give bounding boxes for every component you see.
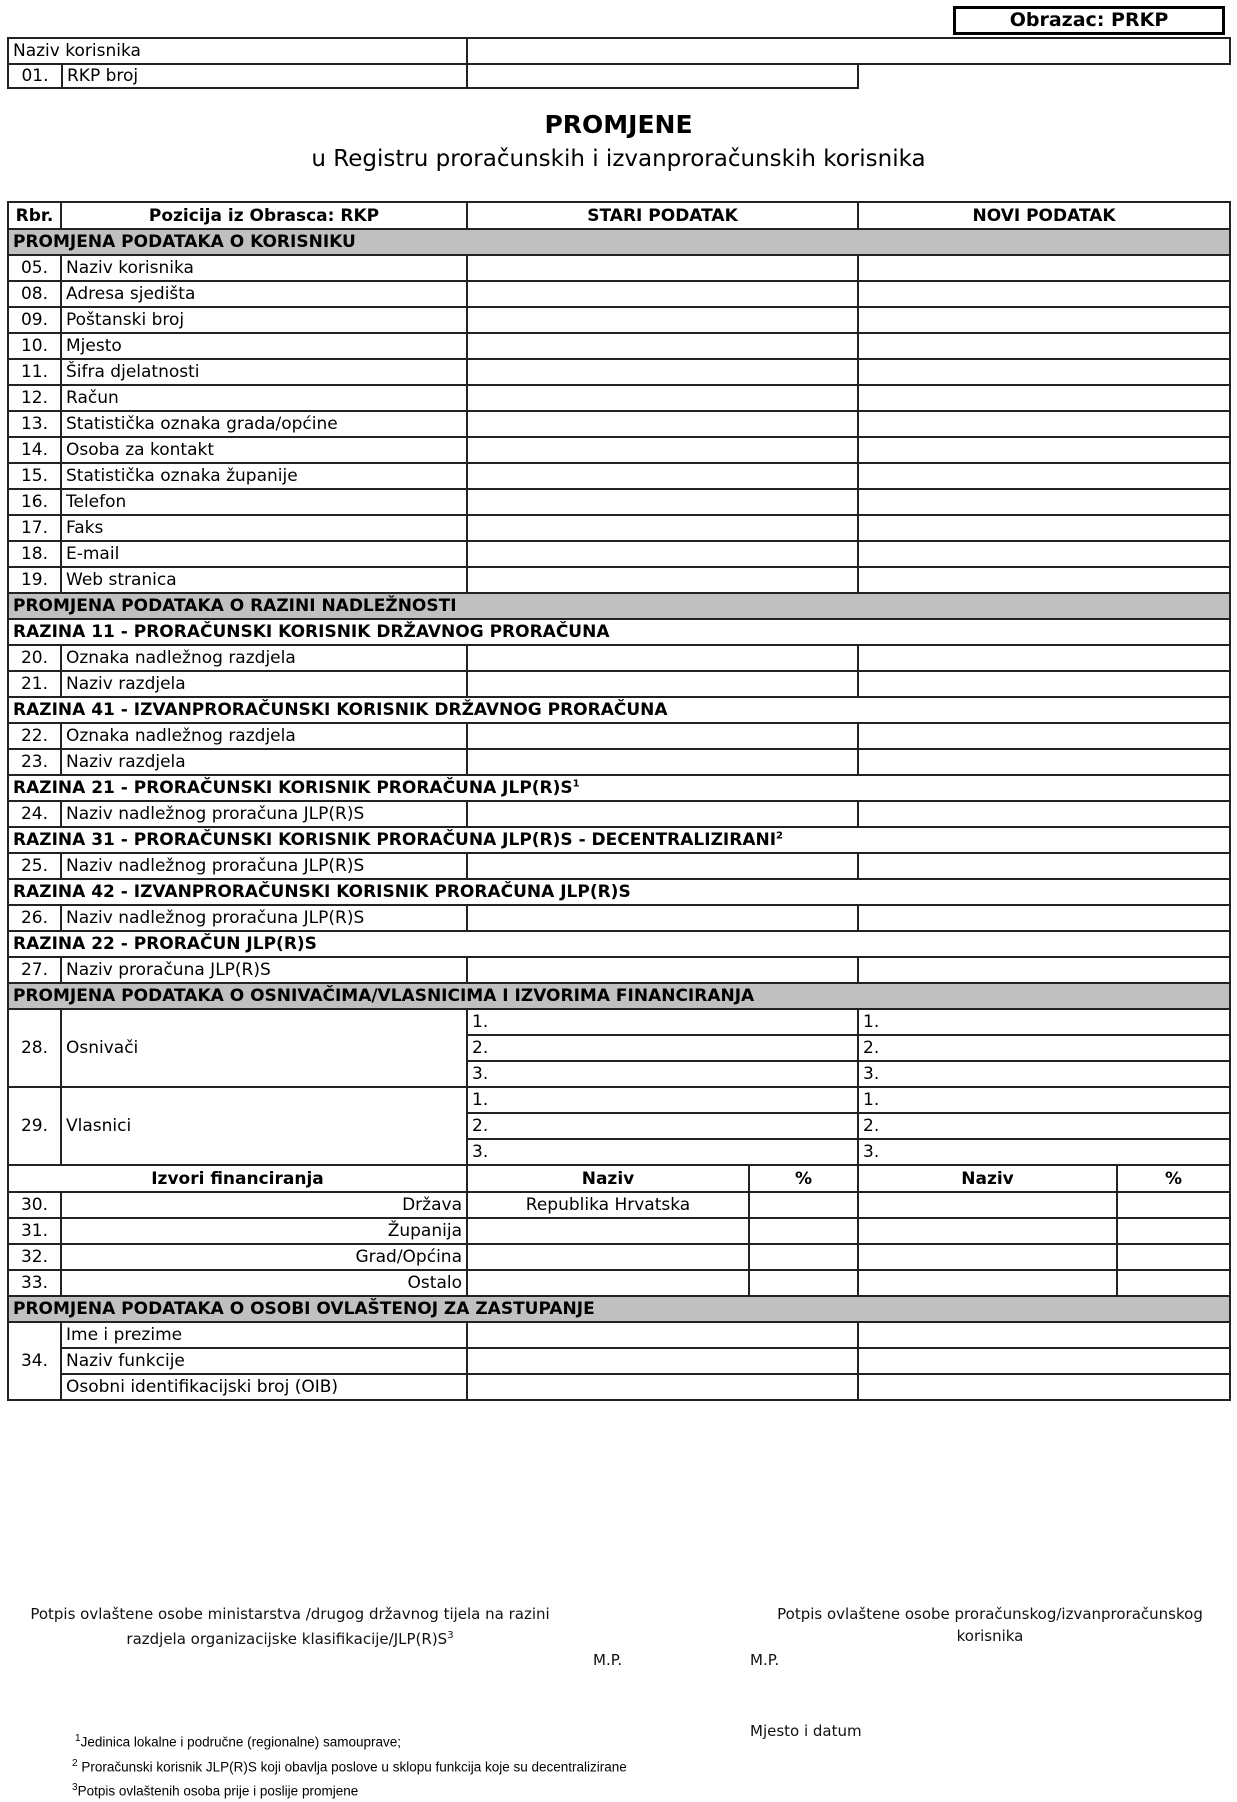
new-value-cell[interactable]	[858, 801, 1230, 827]
new-value-cell[interactable]	[858, 905, 1230, 931]
row-number: 24.	[8, 801, 61, 827]
row-label: Račun	[61, 385, 467, 411]
row-number: 16.	[8, 489, 61, 515]
row-number: 20.	[8, 645, 61, 671]
table-row	[8, 385, 1230, 411]
old-value-cell[interactable]	[467, 1322, 858, 1348]
new-naziv-cell[interactable]	[858, 1244, 1117, 1270]
old-value-cell[interactable]	[467, 333, 858, 359]
old-value-cell[interactable]	[467, 749, 858, 775]
old-pct-cell[interactable]	[749, 1192, 858, 1218]
footnotes	[72, 1728, 627, 1802]
row-label: E-mail	[61, 541, 467, 567]
row-label: Oznaka nadležnog razdjela	[61, 645, 467, 671]
row-number: 19.	[8, 567, 61, 593]
left-signature-line2: razdjela organizacijske klasifikacije/$JLP(R)S^3$	[126, 1630, 454, 1648]
row-label: Naziv proračuna JLP(R)S	[61, 957, 467, 983]
table-row	[8, 307, 1230, 333]
row-label: Naziv razdjela	[61, 749, 467, 775]
old-percent-header: %	[749, 1165, 858, 1192]
old-value-cell[interactable]	[467, 307, 858, 333]
new-value-cell[interactable]	[858, 957, 1230, 983]
row-number: 34.	[8, 1322, 61, 1400]
row-number: 13.	[8, 411, 61, 437]
row-number: 21.	[8, 671, 61, 697]
footnote-ref: 1	[572, 778, 580, 790]
row-label: Županija	[61, 1218, 467, 1244]
new-value-cell[interactable]	[858, 515, 1230, 541]
table-row	[8, 801, 1230, 827]
table-row	[8, 723, 1230, 749]
right-stamp-label: M.P.	[750, 1651, 780, 1669]
new-value-cell[interactable]	[858, 645, 1230, 671]
row-label: Šifra djelatnosti	[61, 359, 467, 385]
row-number: 15.	[8, 463, 61, 489]
old-value-cell[interactable]	[467, 385, 858, 411]
rkp-inner	[9, 65, 466, 87]
old-pct-cell[interactable]	[749, 1218, 858, 1244]
row-number: 23.	[8, 749, 61, 775]
old-vlasnik-3[interactable]: 3.	[467, 1139, 858, 1165]
row-number: 17.	[8, 515, 61, 541]
col-rbr: Rbr.	[8, 202, 61, 229]
new-naziv-cell[interactable]	[858, 1218, 1117, 1244]
row-number: 11.	[8, 359, 61, 385]
new-value-cell[interactable]	[858, 1374, 1230, 1400]
col-pozicija: Pozicija iz Obrasca: RKP	[61, 202, 467, 229]
old-value-cell[interactable]	[467, 359, 858, 385]
new-vlasnik-1[interactable]: 1.	[858, 1087, 1230, 1113]
new-value-cell[interactable]	[858, 359, 1230, 385]
footnote-2: $^2$ Proračunski korisnik JLP(R)S koji obavlja poslove u sklopu funkcija koje su decentralizirane	[72, 1757, 627, 1774]
row-label: Osnivači	[61, 1009, 467, 1087]
row-label: Vlasnici	[61, 1087, 467, 1165]
new-naziv-cell[interactable]	[858, 1270, 1117, 1296]
old-value-cell[interactable]	[467, 905, 858, 931]
row-number: 09.	[8, 307, 61, 333]
old-value-cell[interactable]	[467, 1374, 858, 1400]
old-osnivac-1[interactable]: 1.	[467, 1009, 858, 1035]
old-value-cell[interactable]	[467, 515, 858, 541]
old-value-cell[interactable]	[467, 645, 858, 671]
row-label: Naziv razdjela	[61, 671, 467, 697]
osoba-row	[8, 1322, 1230, 1348]
new-value-cell[interactable]	[858, 411, 1230, 437]
new-value-cell[interactable]	[858, 307, 1230, 333]
vlasnici-row	[8, 1087, 1230, 1113]
header-naziv-label: Naziv korisnika	[8, 38, 467, 64]
financing-header-row	[8, 1165, 1230, 1192]
table-row	[8, 749, 1230, 775]
new-value-cell[interactable]	[858, 385, 1230, 411]
old-value-cell[interactable]	[467, 411, 858, 437]
new-value-cell[interactable]	[858, 671, 1230, 697]
row-number: 32.	[8, 1244, 61, 1270]
row-label: Poštanski broj	[61, 307, 467, 333]
row-number: 31.	[8, 1218, 61, 1244]
new-value-cell[interactable]	[858, 437, 1230, 463]
old-value-cell[interactable]	[467, 671, 858, 697]
old-pct-cell[interactable]	[749, 1244, 858, 1270]
row-number: 05.	[8, 255, 61, 281]
new-vlasnik-3[interactable]: 3.	[858, 1139, 1230, 1165]
financing-row	[8, 1192, 1230, 1218]
old-naziv-header: Naziv	[467, 1165, 749, 1192]
rkp-label: RKP broj	[67, 66, 139, 86]
table-row	[8, 853, 1230, 879]
new-value-cell[interactable]	[858, 541, 1230, 567]
new-pct-cell[interactable]	[1117, 1192, 1230, 1218]
razina-41-heading: RAZINA 41 - IZVANPRORAČUNSKI KORISNIK DRŽAVNOG PRORAČUNA	[8, 697, 1230, 723]
row-number: 26.	[8, 905, 61, 931]
row-number: 10.	[8, 333, 61, 359]
rkp-number: 01.	[9, 65, 62, 87]
row-number: 30.	[8, 1192, 61, 1218]
new-pct-cell[interactable]	[1117, 1270, 1230, 1296]
new-pct-cell[interactable]	[1117, 1244, 1230, 1270]
place-date-label: Mjesto i datum	[750, 1722, 862, 1740]
new-naziv-header: Naziv	[858, 1165, 1117, 1192]
section-razina-heading: PROMJENA PODATAKA O RAZINI NADLEŽNOSTI	[8, 593, 1230, 619]
new-pct-cell[interactable]	[1117, 1218, 1230, 1244]
old-naziv-cell[interactable]	[467, 1270, 749, 1296]
old-value-cell[interactable]	[467, 567, 858, 593]
row-number: 33.	[8, 1270, 61, 1296]
old-naziv-cell[interactable]: Republika Hrvatska	[467, 1192, 749, 1218]
row-number: 08.	[8, 281, 61, 307]
table-row	[8, 255, 1230, 281]
old-vlasnik-1[interactable]: 1.	[467, 1087, 858, 1113]
new-value-cell[interactable]	[858, 749, 1230, 775]
new-naziv-cell[interactable]	[858, 1192, 1117, 1218]
rkp-input[interactable]	[467, 64, 858, 88]
razina-31-heading: RAZINA 31 - PRORAČUNSKI KORISNIK PRORAČUNA JLP(R)S - DECENTRALIZIRANI$^2$	[8, 827, 1230, 853]
form-code-box: Obrazac: PRKP	[953, 6, 1225, 35]
financing-row	[8, 1218, 1230, 1244]
new-value-cell[interactable]	[858, 489, 1230, 515]
old-naziv-cell[interactable]	[467, 1244, 749, 1270]
old-value-cell[interactable]	[467, 801, 858, 827]
razina-21-heading: RAZINA 21 - PRORAČUNSKI KORISNIK PRORAČUNA $JLP(R)S^1$	[8, 775, 1230, 801]
row-label: Naziv korisnika	[61, 255, 467, 281]
left-stamp-label: M.P.	[593, 1651, 623, 1669]
table-row	[8, 567, 1230, 593]
table-header-row	[8, 202, 1230, 229]
row-label: Grad/Općina	[61, 1244, 467, 1270]
left-signature-block	[20, 1603, 560, 1650]
new-value-cell[interactable]	[858, 567, 1230, 593]
financing-label: Izvori financiranja	[8, 1165, 467, 1192]
footnote-1: $^1$Jedinica lokalne i područne (regionalne) samouprave;	[75, 1733, 402, 1750]
table-row	[8, 411, 1230, 437]
row-label: Adresa sjedišta	[61, 281, 467, 307]
new-percent-header: %	[1117, 1165, 1230, 1192]
new-value-cell[interactable]	[858, 281, 1230, 307]
right-signature-line1: Potpis ovlaštene osobe proračunskog/izvanproračunskog	[777, 1605, 1203, 1623]
header-fields-table	[7, 37, 1231, 89]
row-number: 14.	[8, 437, 61, 463]
table-row	[8, 515, 1230, 541]
old-value-cell[interactable]	[467, 541, 858, 567]
row-label: Osoba za kontakt	[61, 437, 467, 463]
table-row	[8, 463, 1230, 489]
blank-cell	[858, 64, 1230, 88]
table-row	[8, 437, 1230, 463]
row-number: 12.	[8, 385, 61, 411]
section-osnivaci-heading: PROMJENA PODATAKA O OSNIVAČIMA/VLASNICIMA I IZVORIMA FINANCIRANJA	[8, 983, 1230, 1009]
footnote-3: $^3$Potpis ovlaštenih osoba prije i poslije promjene	[72, 1782, 359, 1799]
new-osnivac-2[interactable]: 2.	[858, 1035, 1230, 1061]
row-number: 29.	[8, 1087, 61, 1165]
right-signature-block	[750, 1603, 1230, 1647]
new-value-cell[interactable]	[858, 463, 1230, 489]
row-number: 18.	[8, 541, 61, 567]
changes-table	[7, 201, 1231, 1401]
page-subtitle: u Registru proračunskih i izvanproračunskih korisnika	[311, 146, 926, 172]
old-pct-cell[interactable]	[749, 1270, 858, 1296]
col-novi: NOVI PODATAK	[858, 202, 1230, 229]
row-label: Web stranica	[61, 567, 467, 593]
old-value-cell[interactable]	[467, 723, 858, 749]
old-value-cell[interactable]	[467, 957, 858, 983]
financing-row	[8, 1244, 1230, 1270]
old-naziv-cell[interactable]	[467, 1218, 749, 1244]
page-title: PROMJENE	[544, 110, 693, 139]
row-number: 28.	[8, 1009, 61, 1087]
row-label: Mjesto	[61, 333, 467, 359]
row-label: Osobni identifikacijski broj (OIB)	[61, 1374, 467, 1400]
row-label: Naziv nadležnog proračuna JLP(R)S	[61, 905, 467, 931]
row-number: 25.	[8, 853, 61, 879]
section-osoba-heading: PROMJENA PODATAKA O OSOBI OVLAŠTENOJ ZA ZASTUPANJE	[8, 1296, 1230, 1322]
old-value-cell[interactable]	[467, 463, 858, 489]
new-value-cell[interactable]	[858, 255, 1230, 281]
razina-42-heading: RAZINA 42 - IZVANPRORAČUNSKI KORISNIK PRORAČUNA JLP(R)S	[8, 879, 1230, 905]
new-value-cell[interactable]	[858, 853, 1230, 879]
new-value-cell[interactable]	[858, 723, 1230, 749]
footnote-ref: 3	[447, 1630, 454, 1641]
row-label: Ime i prezime	[61, 1322, 467, 1348]
row-label: Telefon	[61, 489, 467, 515]
table-row	[8, 281, 1230, 307]
new-value-cell[interactable]	[858, 1322, 1230, 1348]
section-korisnik-heading: PROMJENA PODATAKA O KORISNIKU	[8, 229, 1230, 255]
left-signature-line1: Potpis ovlaštene osobe ministarstva /drugog državnog tijela na razini	[30, 1605, 550, 1623]
razina-11-heading: RAZINA 11 - PRORAČUNSKI KORISNIK DRŽAVNOG PRORAČUNA	[8, 619, 1230, 645]
row-label: Naziv funkcije	[61, 1348, 467, 1374]
table-row	[8, 359, 1230, 385]
old-value-cell[interactable]	[467, 1348, 858, 1374]
table-row	[8, 671, 1230, 697]
row-number: 27.	[8, 957, 61, 983]
old-value-cell[interactable]	[467, 853, 858, 879]
right-signature-line2: korisnika	[956, 1627, 1024, 1645]
row-label: Naziv nadležnog proračuna JLP(R)S	[61, 853, 467, 879]
old-osnivac-2[interactable]: 2.	[467, 1035, 858, 1061]
row-label: Ostalo	[61, 1270, 467, 1296]
row-label: Statistička oznaka grada/općine	[61, 411, 467, 437]
col-stari: STARI PODATAK	[467, 202, 858, 229]
table-row	[8, 489, 1230, 515]
row-label: Država	[61, 1192, 467, 1218]
table-row	[8, 541, 1230, 567]
header-row-naziv	[8, 38, 1230, 64]
row-label: Statistička oznaka županije	[61, 463, 467, 489]
osnivaci-row	[8, 1009, 1230, 1035]
table-row	[8, 957, 1230, 983]
old-value-cell[interactable]	[467, 281, 858, 307]
table-row	[8, 333, 1230, 359]
old-value-cell[interactable]	[467, 255, 858, 281]
financing-row	[8, 1270, 1230, 1296]
new-vlasnik-2[interactable]: 2.	[858, 1113, 1230, 1139]
razina-22-heading: RAZINA 22 - PRORAČUN JLP(R)S	[8, 931, 1230, 957]
row-label: Faks	[61, 515, 467, 541]
header-naziv-input[interactable]	[467, 38, 1230, 64]
header-row-rkp	[8, 64, 1230, 88]
row-label: Naziv nadležnog proračuna JLP(R)S	[61, 801, 467, 827]
old-vlasnik-2[interactable]: 2.	[467, 1113, 858, 1139]
table-row	[8, 645, 1230, 671]
table-row	[8, 905, 1230, 931]
new-osnivac-3[interactable]: 3.	[858, 1061, 1230, 1087]
old-value-cell[interactable]	[467, 489, 858, 515]
new-osnivac-1[interactable]: 1.	[858, 1009, 1230, 1035]
row-label: Oznaka nadležnog razdjela	[61, 723, 467, 749]
old-osnivac-3[interactable]: 3.	[467, 1061, 858, 1087]
footnote-ref: 2	[776, 830, 784, 842]
new-value-cell[interactable]	[858, 1348, 1230, 1374]
new-value-cell[interactable]	[858, 333, 1230, 359]
old-value-cell[interactable]	[467, 437, 858, 463]
row-number: 22.	[8, 723, 61, 749]
